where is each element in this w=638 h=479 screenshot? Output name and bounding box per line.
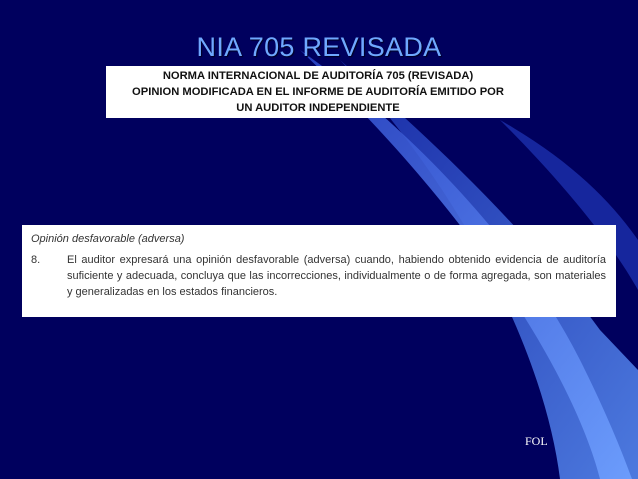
standard-header-box: [106, 66, 530, 118]
header-line-1: NORMA INTERNACIONAL DE AUDITORÍA 705 (REVISADA): [162, 70, 474, 82]
paragraph-number: 8.: [31, 254, 41, 266]
paragraph-text: El auditor expresará una opinión desfavorable (adversa) cuando, habiendo obtenido evidencia de auditoría suficiente y adecuada, concluya que las incorrecciones, individualmente o de forma agregada, son materiales y generalizadas en los estados financieros.: [67, 254, 606, 298]
section-heading: Opinión desfavorable (adversa): [31, 233, 185, 245]
footer-text: FOL: [525, 434, 548, 448]
header-line-3: UN AUDITOR INDEPENDIENTE: [236, 102, 400, 114]
slide-title: NIA 705 REVISADA: [196, 32, 442, 62]
paragraph-row: [31, 252, 606, 300]
paragraph-box: [22, 225, 616, 317]
header-line-2: OPINION MODIFICADA EN EL INFORME DE AUDITORÍA EMITIDO POR: [132, 86, 504, 98]
